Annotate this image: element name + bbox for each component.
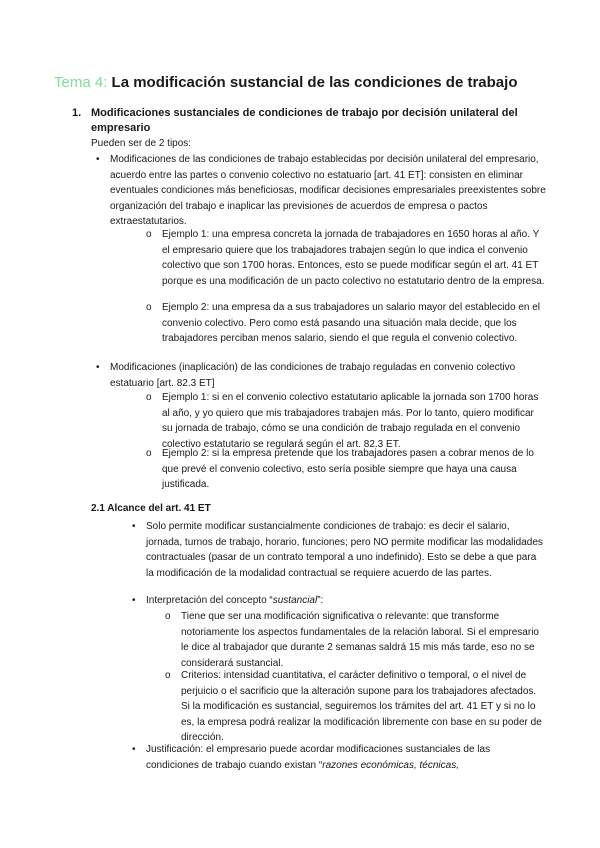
bullet-icon: • xyxy=(132,521,136,532)
sub-bullet-icon: o xyxy=(165,670,171,681)
sub-list-item-text: Ejemplo 1: una empresa concreta la jornada de trabajadores en 1650 horas al año. Y el empresario quiere que los trabajadores trabajen según lo que indica el convenio colectivo que son 1700 horas. Entonces, esto se puede modificar según el art. 41 ET porque es una modificación de un pacto colectivo no estatutario dentro de la empresa. xyxy=(162,229,545,287)
list-item-text: Modificaciones de las condiciones de trabajo establecidas por decisión unilateral del empresario, acuerdo entre las partes o convenio colectivo no estatuario [art. 41 ET]: consisten en eliminar eventuales condiciones más beneficiosas, modificar decisiones empresariales preexistentes sobre organización del trabajo e inaplicar las previsiones de acuerdos de empresa o pactos extraestatutarios. xyxy=(110,154,546,227)
sub-list-item xyxy=(146,390,547,452)
title-prefix: Tema 4: xyxy=(54,74,108,91)
italic-term: sustancial xyxy=(272,595,318,606)
sub-list-item-text: Ejemplo 1: si en el convenio colectivo estatutario aplicable la jornada son 1700 horas al año, y yo quiero que mis trabajadores trabajen más. Por lo tanto, quiero modificar su jornada de trabajo, cómo se una condición de trabajo regulada en el convenio colectivo estatutario se regulará según el art. 82.3 ET. xyxy=(162,392,539,450)
sub-bullet-icon: o xyxy=(146,448,152,459)
section-intro: Pueden ser de 2 tipos: xyxy=(91,138,192,149)
sub-bullet-icon: o xyxy=(165,611,171,622)
list-item xyxy=(96,152,550,230)
sub-list-item-text: Ejemplo 2: si la empresa pretende que los trabajadores pasen a cobrar menos de lo que prevé el convenio colectivo, esto sería posible siempre que haya una causa justificada. xyxy=(162,448,534,490)
italic-term: razones económicas, técnicas, xyxy=(322,759,459,771)
sub-list-item xyxy=(165,609,543,671)
list-item xyxy=(132,593,544,609)
bullet-icon: • xyxy=(132,595,136,606)
sub-bullet-icon: o xyxy=(146,229,152,240)
list-item xyxy=(96,360,550,391)
sub-bullet-icon: o xyxy=(146,302,152,313)
sub-list-item-text: Ejemplo 2: una empresa da a sus trabajadores un salario mayor del establecido en el convenio colectivo. Pero como está pasando una situación mala decide, que los trabajadores perciban menos salario, siendo el que regula el convenio colectivo. xyxy=(162,302,540,344)
list-item-text: Interpretación del concepto “sustancial”: xyxy=(146,595,324,606)
page-title xyxy=(54,74,574,91)
bullet-icon: • xyxy=(132,744,136,755)
sub-list-item-text: Tiene que ser una modificación significativa o relevante: que transforme notoriamente los aspectos fundamentales de la relación laboral. Si el empresario le dice al trabajador que durante 2 semanas saldrá 15 mis más tarde, eso no se considerará sustancial. xyxy=(181,611,539,669)
title-text: La modificación sustancial de las condiciones de trabajo xyxy=(111,74,518,91)
list-item xyxy=(132,519,544,581)
sub-bullet-icon: o xyxy=(146,392,152,403)
sub-list-item xyxy=(146,227,547,289)
bullet-icon: • xyxy=(96,154,100,165)
bullet-icon: • xyxy=(96,362,100,373)
list-item xyxy=(132,742,544,773)
list-item-text: Modificaciones (inaplicación) de las condiciones de trabajo reguladas en convenio colectivo estatuario [art. 82.3 ET] xyxy=(110,362,516,389)
sub-list-item xyxy=(146,300,547,347)
section-heading-text: Modificaciones sustanciales de condiciones de trabajo por decisión unilateral del empresario xyxy=(91,107,518,134)
sub-list-item xyxy=(165,668,543,746)
section-number: 1. xyxy=(72,107,82,119)
list-item-text: Justificación: el empresario puede acordar modificaciones sustanciales de las condiciones de trabajo cuando existan “razones económicas, técnicas, xyxy=(146,744,491,771)
sub-list-item-text: Criterios: intensidad cuantitativa, el carácter definitivo o temporal, o el nivel de perjuicio o el sacrificio que la alteración supone para los trabajadores afectados. Si la modificación es sustancial, seguiremos los trámites del art. 41 ET y si no lo es, la empresa podrá realizar la modificación libremente con base en su poder de dirección. xyxy=(181,670,542,743)
section-2-1-heading: 2.1 Alcance del art. 41 ET xyxy=(91,503,211,514)
list-item-text: Solo permite modificar sustancialmente condiciones de trabajo: es decir el salario, jornada, turnos de trabajo, horario, funciones; pero NO permite modificar las modalidades contractuales (pasar de un contrato temporal a uno indefinido). Esto se debe a que para la modificación de la modalidad contractual se requiere acuerdo de las partes. xyxy=(146,521,543,579)
sub-list-item xyxy=(146,446,547,493)
